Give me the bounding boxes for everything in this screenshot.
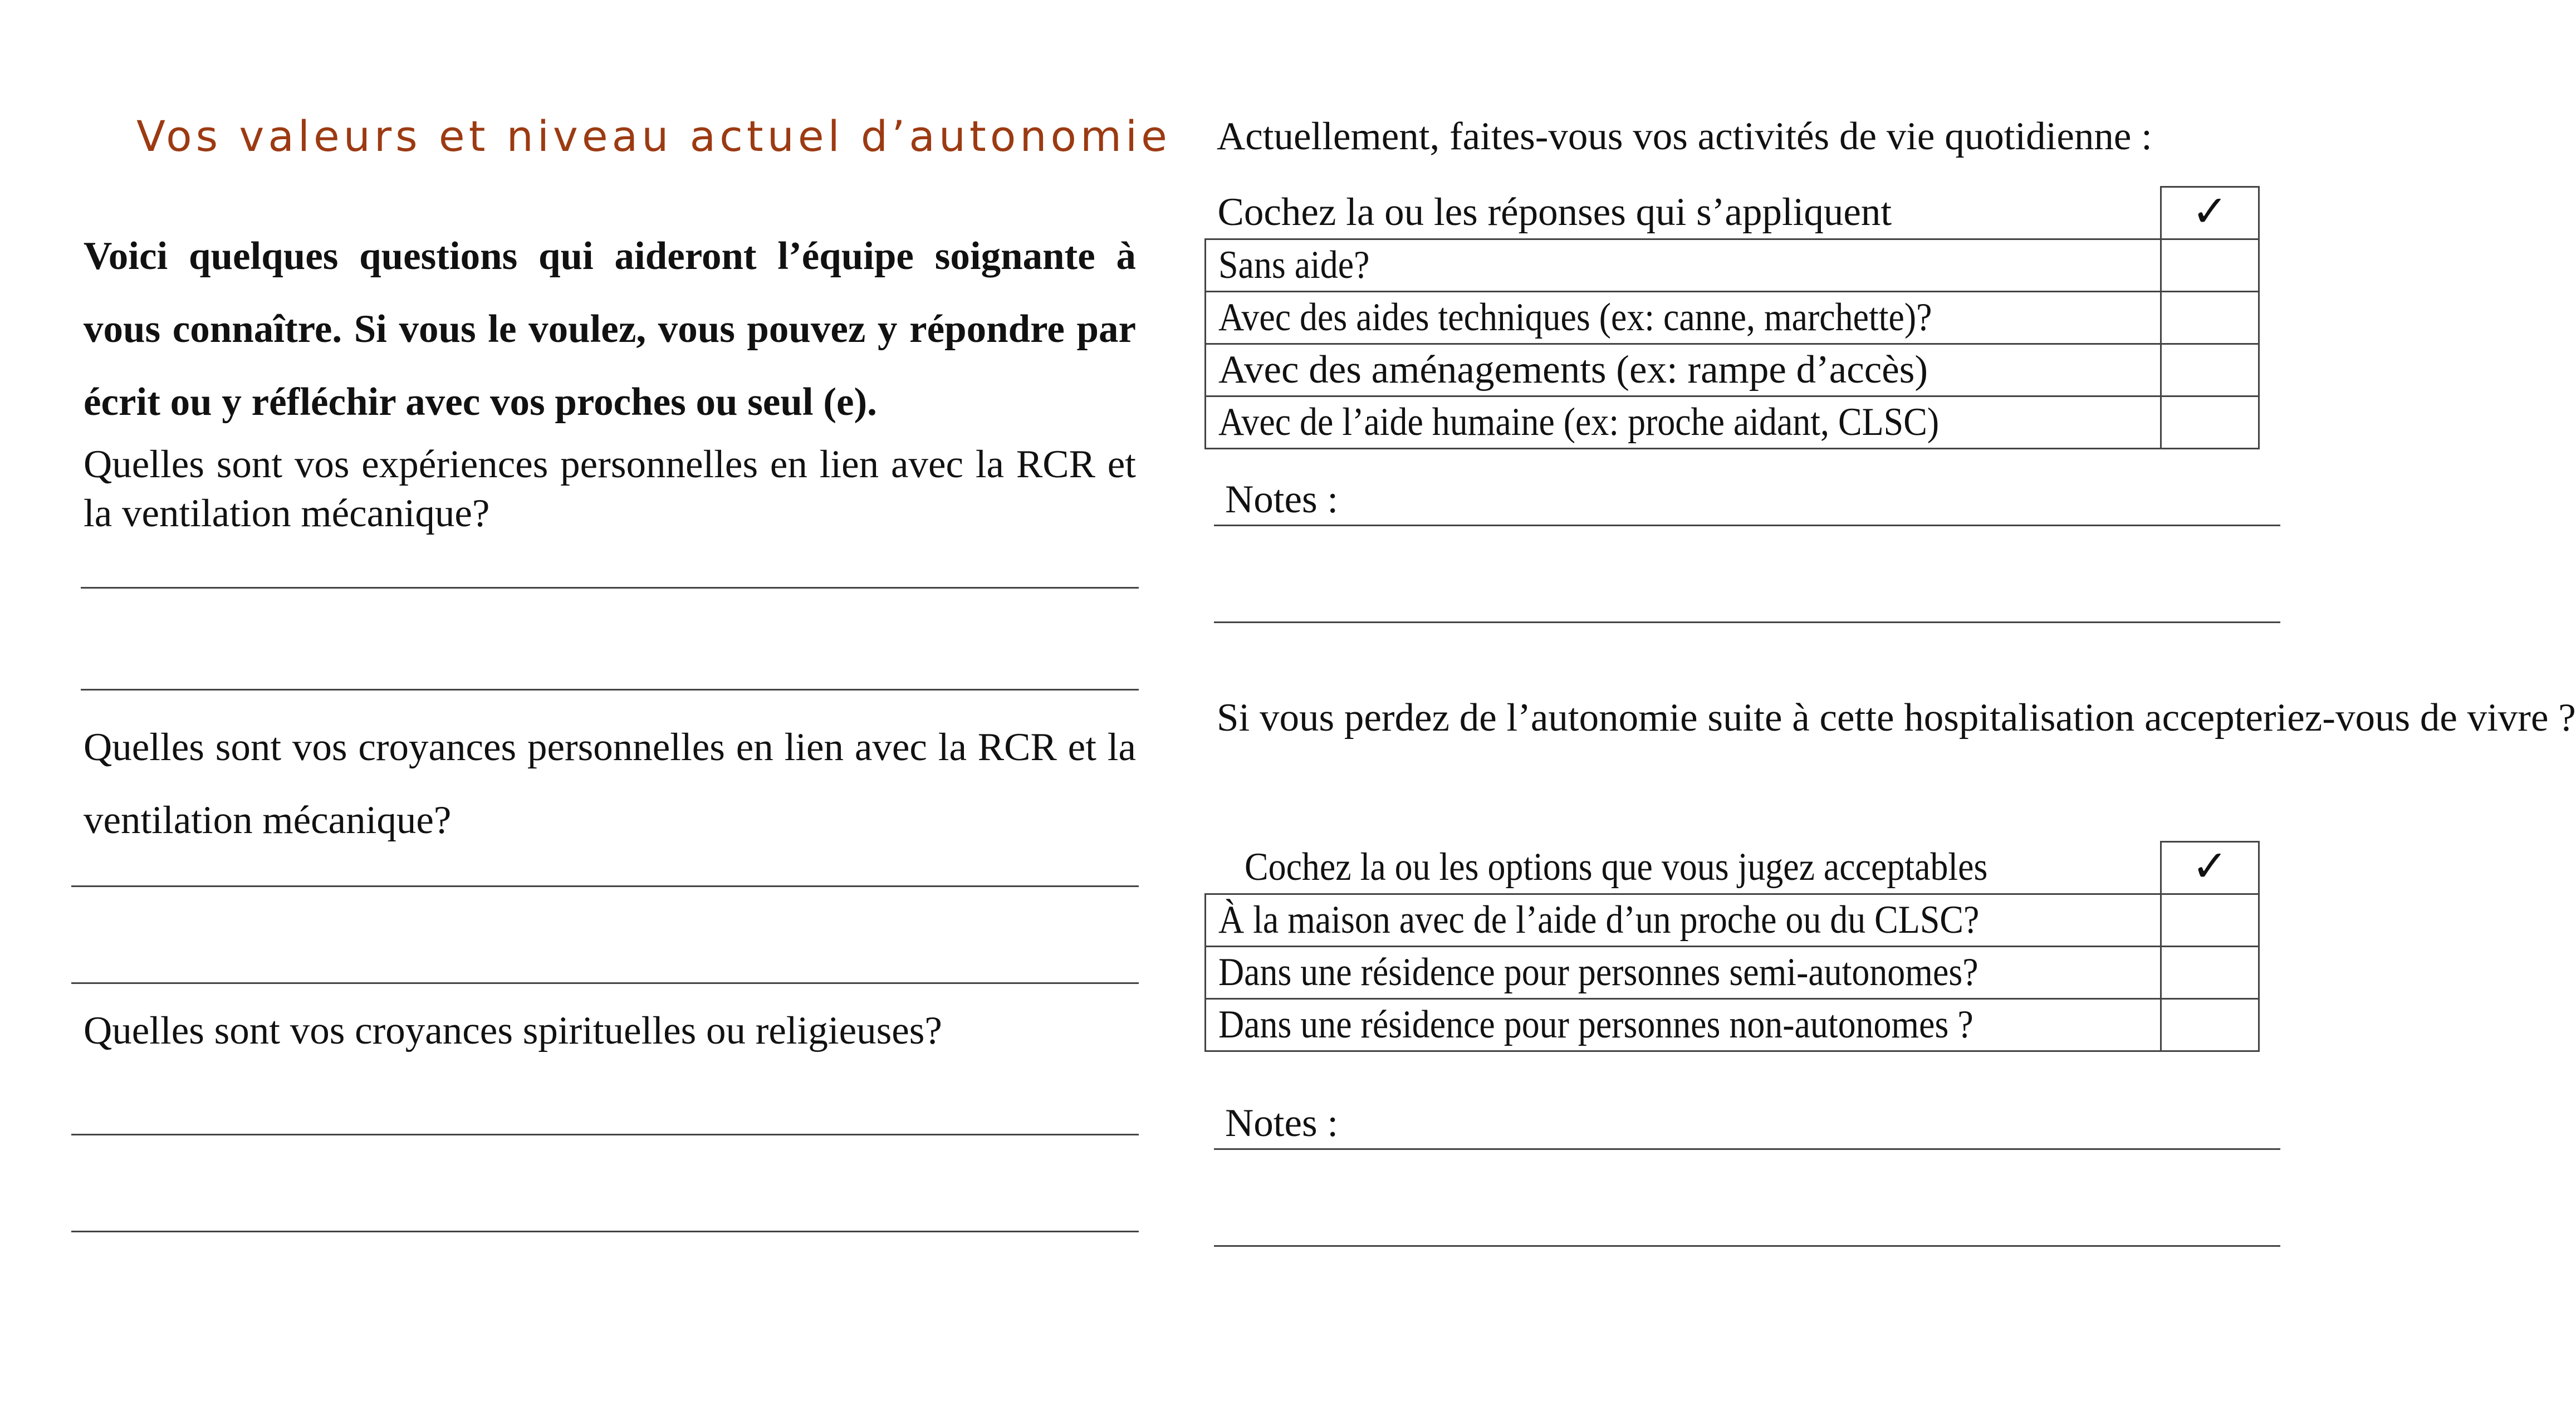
answer-line-spiritual-2[interactable] (71, 1231, 1139, 1232)
autonomy-checkbox[interactable] (2161, 894, 2259, 947)
activities-checkbox[interactable] (2161, 396, 2259, 449)
answer-line-beliefs-1[interactable] (71, 885, 1139, 887)
question-personal-beliefs: Quelles sont vos croyances personnelles en lien avec la RCR et la ventilation mécanique? (84, 726, 1136, 842)
checkmark-icon: ✓ (2191, 187, 2229, 237)
question-daily-activities: Actuellement, faites-vous vos activités de vie quotidienne : (1217, 115, 2152, 158)
autonomy-checklist (1204, 841, 2260, 1052)
answer-line-spiritual-1[interactable] (71, 1134, 1139, 1135)
autonomy-checkbox[interactable] (2161, 999, 2259, 1051)
activities-row-label: Sans aide? (1206, 239, 2161, 292)
autonomy-row-label: Dans une résidence pour personnes semi-autonomes? (1206, 947, 2161, 999)
activities-row-label: Avec de l’aide humaine (ex: proche aidant, CLSC) (1206, 396, 2161, 449)
autonomy-row-label: Dans une résidence pour personnes non-autonomes ? (1206, 999, 2161, 1051)
activities-notes-line-2[interactable] (1214, 621, 2280, 623)
intro-paragraph: Voici quelques questions qui aideront l’équipe soignante à vous connaître. Si vous le voulez, vous pouvez y répondre par écrit ou y réfléchir avec vos proches ou seul (e). (84, 234, 1136, 424)
answer-line-experiences-2[interactable] (81, 689, 1139, 691)
question-spiritual-beliefs: Quelles sont vos croyances spirituelles ou religieuses? (84, 1009, 942, 1052)
autonomy-notes-label: Notes : (1225, 1101, 1339, 1145)
autonomy-row (1206, 947, 2259, 999)
autonomy-row (1206, 999, 2259, 1051)
autonomy-header-label: Cochez la ou les options que vous jugez acceptables (1206, 842, 2161, 894)
answer-line-beliefs-2[interactable] (71, 982, 1139, 984)
section-title: Vos valeurs et niveau actuel d’autonomie (136, 111, 1171, 161)
question-experiences: Quelles sont vos expériences personnelles en lien avec la RCR et la ventilation mécanique? (84, 443, 1136, 535)
activities-notes-line-1[interactable] (1214, 525, 2280, 526)
activities-header-label: Cochez la ou les réponses qui s’appliquent (1206, 187, 2161, 239)
activities-checkbox[interactable] (2161, 292, 2259, 344)
autonomy-checkbox[interactable] (2161, 947, 2259, 999)
activities-row (1206, 344, 2259, 396)
autonomy-checklist-header (1206, 842, 2259, 894)
activities-notes-label: Notes : (1225, 478, 1339, 521)
activities-checklist (1204, 186, 2260, 449)
question-autonomy-loss: Si vous perdez de l’autonomie suite à cette hospitalisation accepteriez-vous de vivre ? (1217, 696, 2576, 740)
activities-row-label: Avec des aides techniques (ex: canne, marchette)? (1206, 292, 2161, 344)
activities-row (1206, 292, 2259, 344)
answer-line-experiences-1[interactable] (81, 587, 1139, 589)
activities-checkbox[interactable] (2161, 239, 2259, 292)
activities-row (1206, 239, 2259, 292)
autonomy-row-label: À la maison avec de l’aide d’un proche ou du CLSC? (1206, 894, 2161, 947)
activities-checklist-header (1206, 187, 2259, 239)
autonomy-notes-line-2[interactable] (1214, 1245, 2280, 1247)
autonomy-row (1206, 894, 2259, 947)
activities-checkbox[interactable] (2161, 344, 2259, 396)
checkmark-icon: ✓ (2191, 841, 2229, 892)
activities-row-label: Avec des aménagements (ex: rampe d’accès) (1206, 344, 2161, 396)
autonomy-header-check (2161, 842, 2259, 894)
activities-header-check (2161, 187, 2259, 239)
activities-row (1206, 396, 2259, 449)
autonomy-notes-line-1[interactable] (1214, 1148, 2280, 1150)
